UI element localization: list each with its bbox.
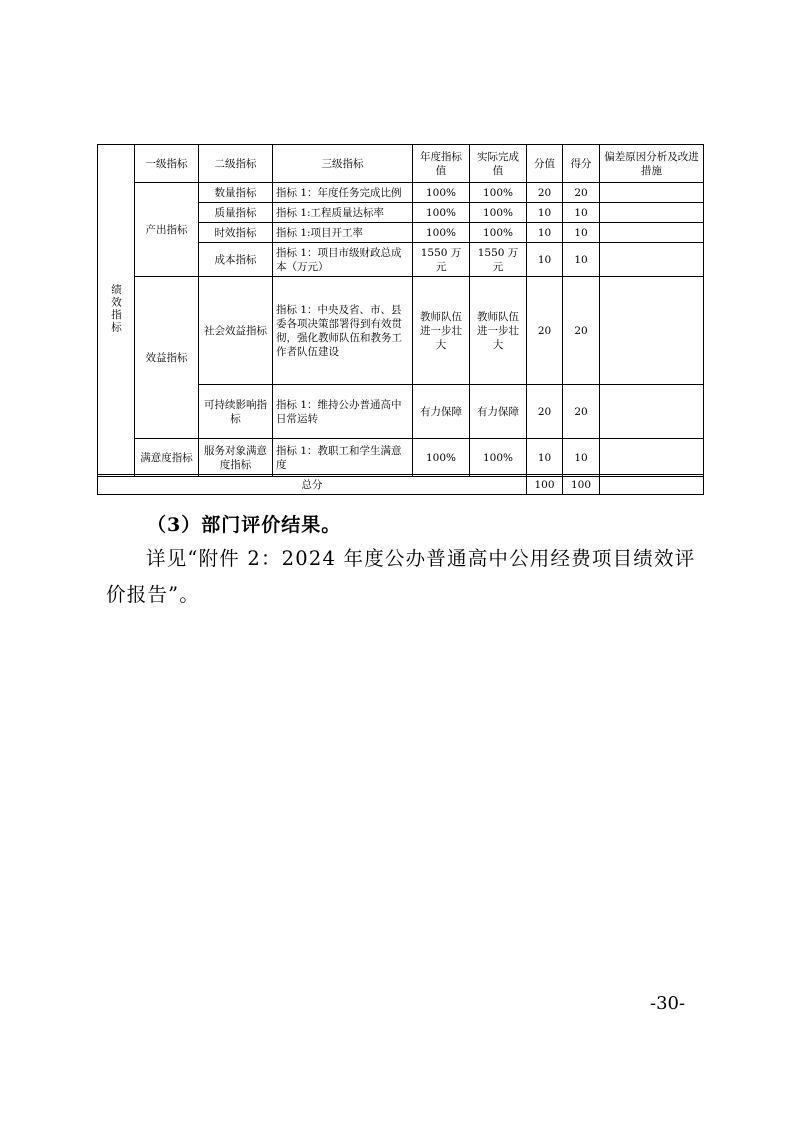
root-indicator-cell: 绩效指标 <box>98 145 135 477</box>
remarks-cell <box>600 203 704 223</box>
satisfaction-indicator-cell: 满意度指标 <box>135 439 199 477</box>
remarks-cell <box>600 439 704 477</box>
table-header-row <box>98 145 704 183</box>
header-level2: 二级指标 <box>199 145 273 183</box>
table-row: 效益指标 社会效益指标 指标 1：中央及省、市、县委各项决策部署得到有效贯彻，强化教师队伍和教务工作者队伍建设 教师队伍进一步壮大 教师队伍进一步壮大 20 20 <box>98 277 704 385</box>
total-row-table <box>97 474 704 495</box>
table-row: 可持续影响指标 指标 1：维持公办普通高中日常运转 有力保障 有力保障 20 20 <box>98 385 704 439</box>
body-paragraph: 详见“附件 2：2024 年度公办普通高中公用经费项目绩效评价报告”。 <box>106 547 696 606</box>
header-score: 分值 <box>527 145 563 183</box>
header-got: 得分 <box>563 145 600 183</box>
header-level3: 三级指标 <box>273 145 413 183</box>
header-target: 年度指标值 <box>413 145 470 183</box>
output-indicator-cell: 产出指标 <box>135 183 199 277</box>
remarks-cell <box>600 183 704 203</box>
total-got: 100 <box>563 475 600 495</box>
section-heading: （3）部门评价结果。 <box>147 514 342 536</box>
header-remarks: 偏差原因分析及改进措施 <box>600 145 704 183</box>
remarks-cell <box>600 385 704 439</box>
table-row: 满意度指标 服务对象满意度指标 指标 1：教职工和学生满意度 100% 100% 10 10 <box>98 439 704 477</box>
total-row <box>98 475 704 495</box>
performance-indicator-table <box>97 144 704 477</box>
remarks-cell <box>600 243 704 277</box>
total-label: 总分 <box>98 475 527 495</box>
benefit-indicator-cell: 效益指标 <box>135 277 199 439</box>
header-actual: 实际完成值 <box>470 145 527 183</box>
header-level1: 一级指标 <box>135 145 199 183</box>
table-row: 质量指标 指标 1:工程质量达标率 100% 100% 10 10 <box>98 203 704 223</box>
total-score: 100 <box>527 475 563 495</box>
page-number: -30- <box>650 993 686 1014</box>
remarks-cell <box>600 475 704 495</box>
table-row: 产出指标 数量指标 指标 1：年度任务完成比例 100% 100% 20 20 <box>98 183 704 203</box>
remarks-cell <box>600 277 704 385</box>
remarks-cell <box>600 223 704 243</box>
table-row: 时效指标 指标 1:项目开工率 100% 100% 10 10 <box>98 223 704 243</box>
table-row: 成本指标 指标 1：项目市级财政总成本（万元） 1550 万元 1550 万元 10 10 <box>98 243 704 277</box>
